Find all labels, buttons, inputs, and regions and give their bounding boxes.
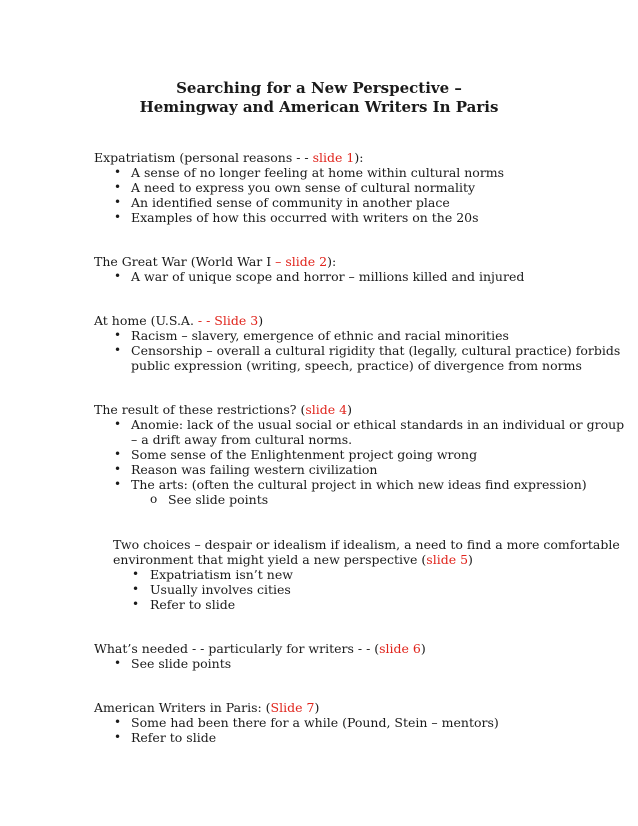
bullet-icon: • — [114, 195, 122, 209]
slide-reference: slide 6 — [379, 641, 421, 656]
bullet-icon: • — [114, 715, 122, 729]
heading-text: ) — [420, 641, 426, 656]
paragraph-two-choices-continuation — [113, 552, 473, 567]
list-item: Anomie: lack of the usual social or ethical standards in an individual or group — [131, 417, 625, 432]
hollow-bullet-icon: o — [150, 492, 158, 506]
list-item: Refer to slide — [131, 730, 217, 745]
list-item: Reason was failing western civilization — [131, 462, 378, 477]
section-heading-whats-needed — [94, 641, 426, 656]
heading-text: American Writers in Paris: ( — [94, 700, 271, 715]
heading-text: The Great War (World War I — [94, 254, 276, 269]
section-heading-expatriatism — [94, 150, 363, 165]
bullet-icon: • — [114, 328, 122, 342]
section-heading-restrictions — [94, 402, 352, 417]
slide-reference: slide 1 — [312, 150, 355, 165]
sub-list-item: See slide points — [168, 492, 269, 507]
heading-text: Expatriatism (personal reasons - - — [94, 150, 313, 165]
list-item: Expatriatism isn’t new — [150, 567, 293, 582]
list-item: Censorship – overall a cultural rigidity that (legally, cultural practice) forbids — [131, 343, 621, 358]
bullet-icon: • — [114, 180, 122, 194]
slide-reference: – slide 2 — [275, 254, 328, 269]
bullet-icon: • — [132, 597, 140, 611]
list-item: Examples of how this occurred with writers on the 20s — [131, 210, 479, 225]
list-item-continuation: – a drift away from cultural norms. — [131, 432, 353, 447]
heading-text: ) — [258, 313, 264, 328]
list-item: A need to express you own sense of cultural normality — [131, 180, 476, 195]
bullet-icon: • — [132, 567, 140, 581]
heading-text: ) — [314, 700, 320, 715]
paragraph-two-choices: Two choices – despair or idealism if idealism, a need to find a more comfortable — [113, 537, 620, 552]
bullet-icon: • — [114, 165, 122, 179]
list-item: Usually involves cities — [150, 582, 291, 597]
section-heading-great-war — [94, 254, 336, 269]
bullet-icon: • — [114, 210, 122, 224]
bullet-icon: • — [114, 477, 122, 491]
bullet-icon: • — [114, 447, 122, 461]
slide-reference: slide 4 — [305, 402, 348, 417]
document-title-line-1: Searching for a New Perspective – — [176, 79, 462, 97]
bullet-icon: • — [132, 582, 140, 596]
bullet-icon: • — [114, 417, 122, 431]
heading-text: ): — [327, 254, 337, 269]
heading-text: ): — [354, 150, 364, 165]
bullet-icon: • — [114, 462, 122, 476]
list-item: Refer to slide — [150, 597, 236, 612]
heading-text: ) — [347, 402, 352, 417]
bullet-icon: • — [114, 656, 122, 670]
list-item: An identified sense of community in another place — [131, 195, 450, 210]
bullet-icon: • — [114, 730, 122, 744]
list-item: Some had been there for a while (Pound, Stein – mentors) — [131, 715, 499, 730]
heading-text: The result of these restrictions? ( — [94, 402, 306, 417]
slide-reference: slide 5 — [426, 552, 469, 567]
section-heading-at-home — [94, 313, 263, 328]
heading-text: What’s needed - - particularly for writers - - ( — [94, 641, 380, 656]
list-item: A sense of no longer feeling at home within cultural norms — [131, 165, 505, 180]
list-item: See slide points — [131, 656, 232, 671]
list-item: Some sense of the Enlightenment project going wrong — [131, 447, 478, 462]
paragraph-text: ) — [468, 552, 473, 567]
list-item: The arts: (often the cultural project in which new ideas find expression) — [131, 477, 587, 492]
list-item-continuation: public expression (writing, speech, practice) of divergence from norms — [131, 358, 582, 373]
section-heading-american-writers — [94, 700, 319, 715]
heading-text: At home (U.S.A. — [94, 313, 198, 328]
bullet-icon: • — [114, 269, 122, 283]
list-item: A war of unique scope and horror – millions killed and injured — [131, 269, 525, 284]
slide-reference: Slide 7 — [270, 700, 315, 715]
slide-reference: - - Slide 3 — [197, 313, 259, 328]
list-item: Racism – slavery, emergence of ethnic and racial minorities — [131, 328, 509, 343]
bullet-icon: • — [114, 343, 122, 357]
paragraph-text: environment that might yield a new perspective ( — [113, 552, 427, 567]
document-title-line-2: Hemingway and American Writers In Paris — [139, 98, 499, 116]
